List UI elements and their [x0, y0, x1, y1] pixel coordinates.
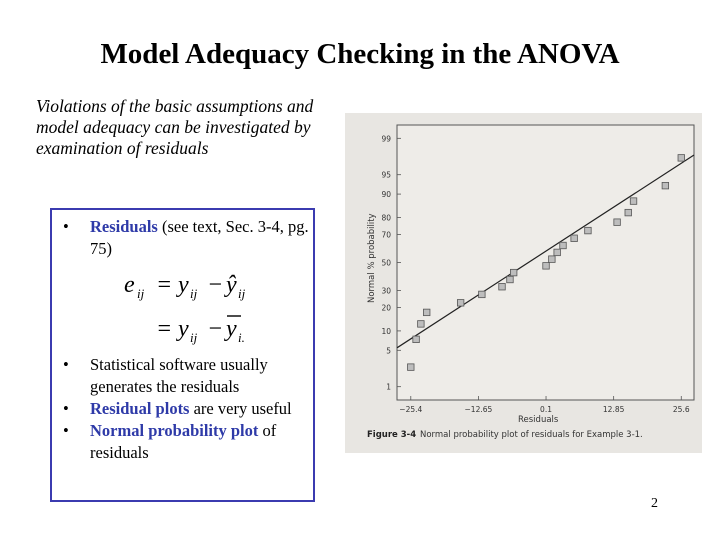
intro-text: Violations of the basic assumptions and model adequacy can be investigated by examination of residuals [36, 96, 314, 158]
x-tick-label: 0.1 [540, 405, 552, 414]
normal-plot-term: Normal probability plot [90, 421, 259, 440]
formula-ybar: y [226, 316, 237, 342]
formula-e-sub: ij [137, 286, 145, 301]
y-tick-label: 1 [386, 382, 391, 392]
x-tick-label: −12.65 [464, 405, 493, 414]
data-point [457, 300, 464, 307]
data-point [560, 242, 567, 249]
x-axis-label: Residuals [518, 415, 559, 425]
bullet-list-bottom [60, 354, 310, 464]
normal-probability-plot [345, 113, 702, 453]
data-point [423, 309, 430, 316]
bullet-software [60, 354, 310, 398]
bullet-normal-plot [60, 420, 310, 464]
residuals-term: Residuals [90, 217, 158, 236]
residual-plots-term: Residual plots [90, 399, 190, 418]
y-tick-label: 50 [381, 258, 391, 268]
residuals-box [50, 208, 315, 502]
data-point [413, 336, 420, 343]
y-tick-label: 95 [381, 170, 391, 180]
data-point [510, 269, 517, 276]
normal-plot-text: of residuals [90, 421, 277, 462]
software-text: Statistical software usually generates the residuals [90, 355, 268, 396]
formula-minus-2: − [207, 316, 224, 342]
y-tick-label: 90 [381, 190, 391, 200]
residual-formula [120, 266, 260, 351]
data-point [543, 263, 550, 270]
bullet-dot: • [63, 421, 69, 440]
bullet-dot: • [63, 399, 69, 418]
formula-equals-2: = [156, 316, 173, 342]
formula-equals-1: = [156, 272, 173, 298]
page-number: 2 [651, 496, 658, 511]
y-tick-label: 20 [381, 303, 391, 313]
residual-plots-text: are very useful [189, 399, 292, 418]
normal-probability-figure [345, 113, 702, 453]
residuals-reference: (see text, Sec. 3-4, pg. 75) [90, 217, 309, 258]
formula-minus-1: − [207, 272, 224, 298]
formula-y: y [178, 272, 189, 298]
caption-text: Normal probability plot of residuals for Example 3-1. [420, 430, 643, 440]
formula-line-2 [156, 316, 245, 345]
data-point [571, 235, 578, 242]
formula-line-1 [124, 272, 246, 301]
bullet-residuals [60, 216, 310, 260]
data-point [554, 249, 561, 256]
data-point [499, 283, 506, 290]
x-tick-label: −25.4 [399, 405, 423, 414]
formula-yhat-sub: ij [238, 286, 246, 301]
y-tick-label: 30 [381, 286, 391, 296]
formula-yhat: ŷ [226, 272, 237, 298]
formula-y2: y [178, 316, 189, 342]
data-point [418, 321, 425, 328]
x-tick-label: 25.6 [672, 405, 690, 414]
formula-ybar-sub: i. [238, 330, 245, 345]
formula-y2-sub: ij [190, 330, 198, 345]
y-tick-label: 80 [381, 213, 391, 223]
data-point [630, 198, 637, 205]
slide-title: Model Adequacy Checking in the ANOVA [100, 38, 620, 70]
data-point [479, 291, 486, 298]
bullet-dot: • [63, 217, 69, 236]
formula-y-sub: ij [190, 286, 198, 301]
y-tick-label: 99 [381, 134, 391, 144]
y-tick-label: 70 [381, 230, 391, 240]
y-tick-label: 10 [381, 326, 391, 336]
data-point [662, 182, 669, 189]
data-point [678, 155, 685, 162]
y-tick-label: 5 [386, 346, 391, 356]
bullet-list-top [60, 216, 310, 260]
caption-label: Figure 3-4 [367, 430, 417, 440]
data-point [585, 227, 592, 234]
bullet-dot: • [63, 355, 69, 374]
data-point [507, 276, 514, 283]
data-point [614, 219, 621, 226]
data-point [549, 256, 556, 262]
data-point [408, 364, 415, 371]
data-point [625, 209, 632, 216]
y-axis-label: Normal % probability [367, 213, 377, 303]
bullet-residual-plots [60, 398, 310, 420]
x-tick-label: 12.85 [602, 405, 625, 414]
formula-e: e [124, 272, 135, 298]
